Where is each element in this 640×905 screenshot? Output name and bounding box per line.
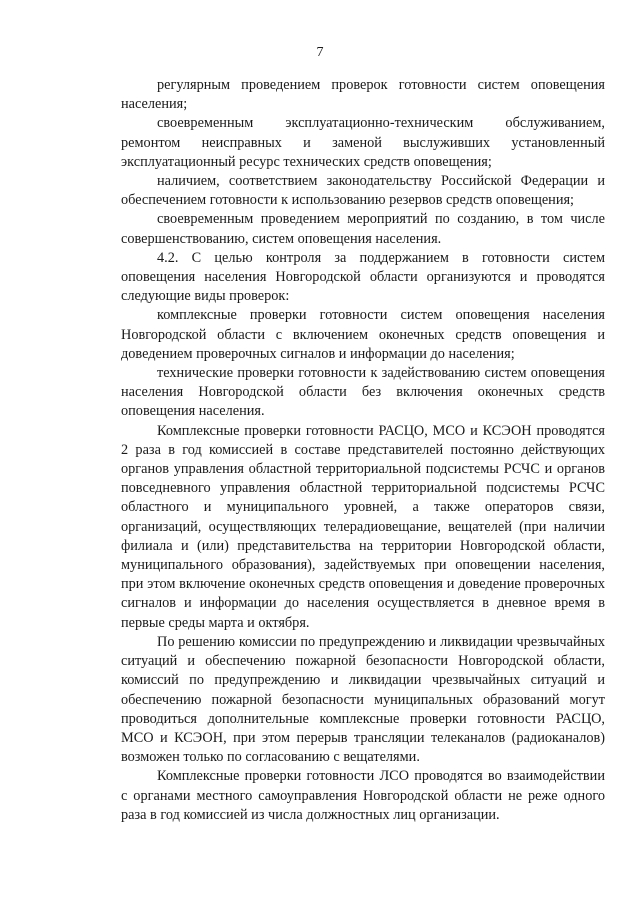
paragraph-complex-checks-schedule: Комплексные проверки готовности РАСЦО, МСО и КСЭОН проводятся 2 раза в год комиссией в составе представителей постоянно действующих органов управления областной территориальной подсистемы РСЧС и органов повседневного управления областной территориальной подсистемы РСЧС областного и муниципального уровней, а также операторов связи, организаций, осуществляющих телерадиовещание, вещателей (при наличии филиала и (или) представительства на территории Новгородской области, муниципального образования), задействуемых при оповещении населения, при этом включение оконечных средств оповещения и доведение проверочных сигналов и информации до населения осуществляется в дневное время в первые среды марта и октября. [121,422,605,631]
paragraph-maintenance: своевременным эксплуатационно-техническим обслуживанием, ремонтом неисправных и заменой выслуживших установленный эксплуатационный ресурс технических средств оповещения; [121,115,605,170]
paragraph-section-4-2: 4.2. С целью контроля за поддержанием в готовности систем оповещения населения Новгородской области организуются и проводятся следующие виды проверок: [121,249,605,305]
document-body [121,76,605,825]
paragraph-additional-checks: По решению комиссии по предупреждению и ликвидации чрезвычайных ситуаций и обеспечению пожарной безопасности Новгородской области, комиссий по предупреждению и ликвидации чрезвычайных ситуаций и обеспечению пожарной безопасности муниципальных образований могут проводиться дополнительные комплексные проверки готовности РАСЦО, МСО и КСЭОН, при этом перерыв трансляции телеканалов (радиоканалов) возможен только по согласованию с вещателями. [121,633,605,766]
paragraph-complex-checks-type: комплексные проверки готовности систем оповещения населения Новгородской области с включением оконечных средств оповещения и доведением проверочных сигналов и информации до населения; [121,307,605,362]
page-number: 7 [316,45,324,60]
paragraph-technical-checks-type: технические проверки готовности к задействованию систем оповещения населения Новгородской области без включения оконечных средств оповещения населения. [121,365,605,420]
paragraph-improvement: своевременным проведением мероприятий по созданию, в том числе совершенствованию, систем оповещения населения. [121,211,605,247]
paragraph-regular-checks: регулярным проведением проверок готовности систем оповещения населения; [121,77,605,113]
paragraph-lso-checks: Комплексные проверки готовности ЛСО проводятся во взаимодействии с органами местного самоуправления Новгородской области не реже одного раза в год комиссией из числа должностных лиц организации. [121,768,605,823]
paragraph-reserves: наличием, соответствием законодательству Российской Федерации и обеспечением готовности к использованию резервов средств оповещения; [121,173,605,209]
